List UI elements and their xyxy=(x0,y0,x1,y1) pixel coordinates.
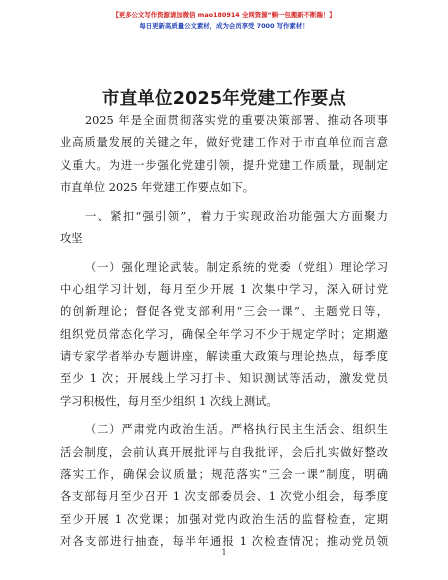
paragraph-line: 义重大。为进一步强化党建引领，提升党建工作质量，现制定 xyxy=(60,158,388,172)
document-body xyxy=(60,110,388,553)
paragraph-line: 至少开展 1 次党课；加强对党内政治生活的监督检查，定期 xyxy=(60,512,388,526)
document-title: 市直单位2025年党建工作要点 xyxy=(101,89,347,109)
paragraph-line: 的创新理论；督促各党支部利用“三会一课”、主题党日等， xyxy=(60,305,388,319)
paragraph-line: 2025 年是全面贯彻落实党的重要决策部署、推动各项事 xyxy=(85,114,388,127)
promo-banner-line-2: 每日更新高质量公文素材，成为会员享受 7000 写作素材！ xyxy=(139,22,309,30)
paragraph-line: 活会制度，会前认真开展批评与自我批评，会后扎实做好整改 xyxy=(60,445,388,459)
paragraph-line: 落实工作，确保会议质量；规范落实“三会一课”制度，明确 xyxy=(60,467,388,481)
subsection-paragraph-2 xyxy=(60,419,388,553)
heading-line: 一、紧扣“强引领”，着力于实现政治功能强大方面聚力 xyxy=(85,209,388,223)
promo-banner-line-1: 【更多公文写作资源请加微信 mao180914 全网资源“蝌一包搬新不断踹！】 xyxy=(112,11,336,19)
subsection-paragraph-1 xyxy=(60,257,388,413)
paragraph-line: 至少 1 次；开展线上学习打卡、知识测试等活动，激发党员 xyxy=(60,372,388,386)
section-heading-1 xyxy=(60,206,388,251)
paragraph-line: 中心组学习计划，每月至少开展 1 次集中学习，深入研讨党 xyxy=(60,283,388,297)
paragraph-line: 组织党员常态化学习，确保全年学习不少于规定学时；定期邀 xyxy=(60,327,388,341)
paragraph-line: 对各支部进行抽查，每半年通报 1 次检查情况；推动党员领 xyxy=(60,534,388,548)
heading-line: 攻坚 xyxy=(60,231,83,245)
paragraph-line: 请专家学者举办专题讲座，解读重大政策与理论热点，每季度 xyxy=(60,349,388,363)
page-number: 1 xyxy=(221,548,227,557)
paragraph-line: 学习积极性，每月至少组织 1 次线上测试。 xyxy=(60,394,278,408)
intro-paragraph xyxy=(60,110,388,199)
paragraph-line: （一）强化理论武装。制定系统的党委（党组）理论学习 xyxy=(85,260,388,274)
paragraph-line: 各支部每月至少召开 1 次支部委员会、1 次党小组会，每季度 xyxy=(60,490,388,504)
paragraph-line: 业高质量发展的关键之年，做好党建工作对于市直单位而言意 xyxy=(60,136,388,150)
paragraph-line: 市直单位 2025 年党建工作要点如下。 xyxy=(60,180,255,194)
paragraph-line: （二）严肃党内政治生活。严格执行民主生活会、组织生 xyxy=(85,423,388,437)
